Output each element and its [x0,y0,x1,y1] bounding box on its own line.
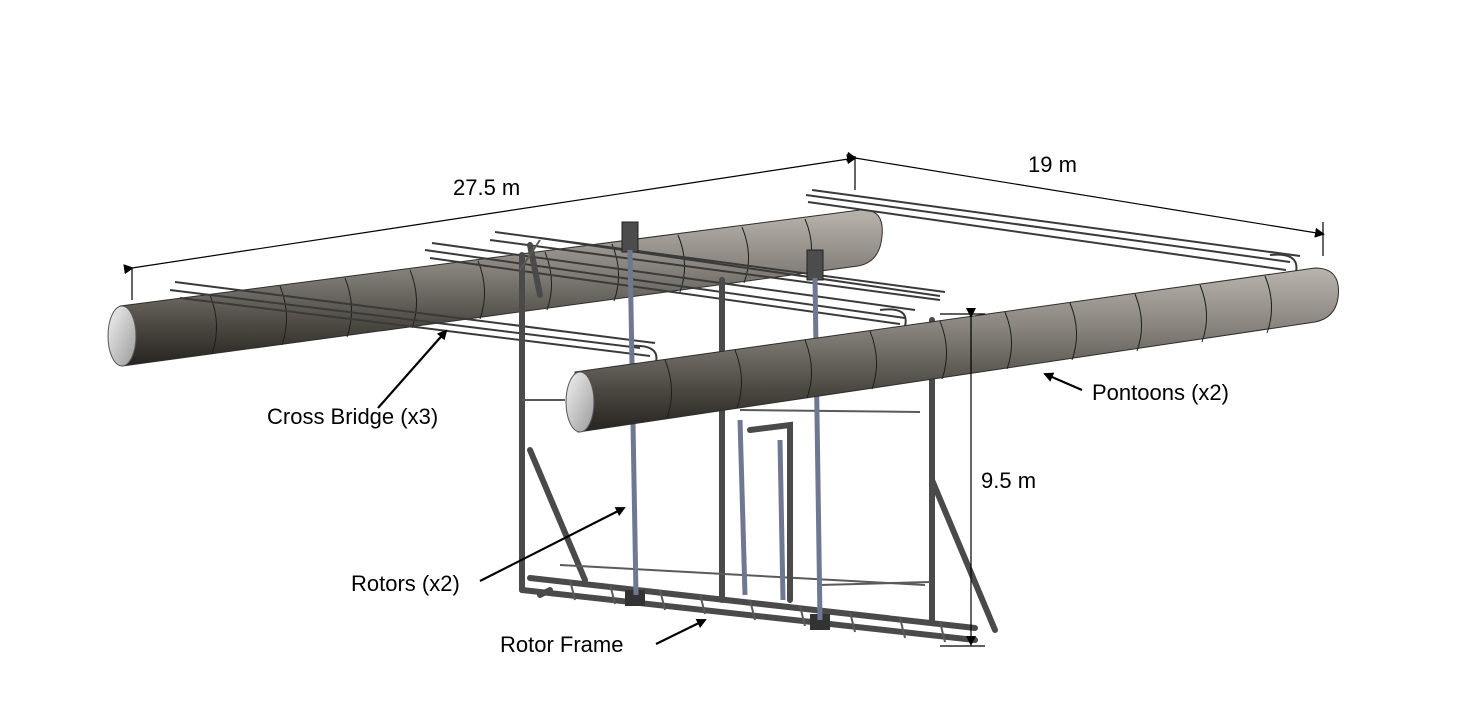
callout-cross-bridge [267,331,446,429]
pontoon-rear-end-cap [108,306,136,366]
dimension-width-label: 19 m [1028,152,1077,177]
dimension-width [855,152,1323,256]
cross-bridge-label: Cross Bridge (x3) [267,404,439,429]
dimension-height-label: 9.5 m [981,468,1037,493]
rotors-label: Rotors (x2) [351,571,460,596]
pontoon-front-end-cap [566,372,594,432]
rotor-frame-label: Rotor Frame [500,632,624,657]
pontoons-label: Pontoons (x2) [1092,380,1229,405]
callout-pontoons [1045,374,1229,405]
callout-rotor-frame [500,620,705,657]
rotor-blades [740,420,783,600]
dimension-length-label: 27.5 m [453,175,521,200]
